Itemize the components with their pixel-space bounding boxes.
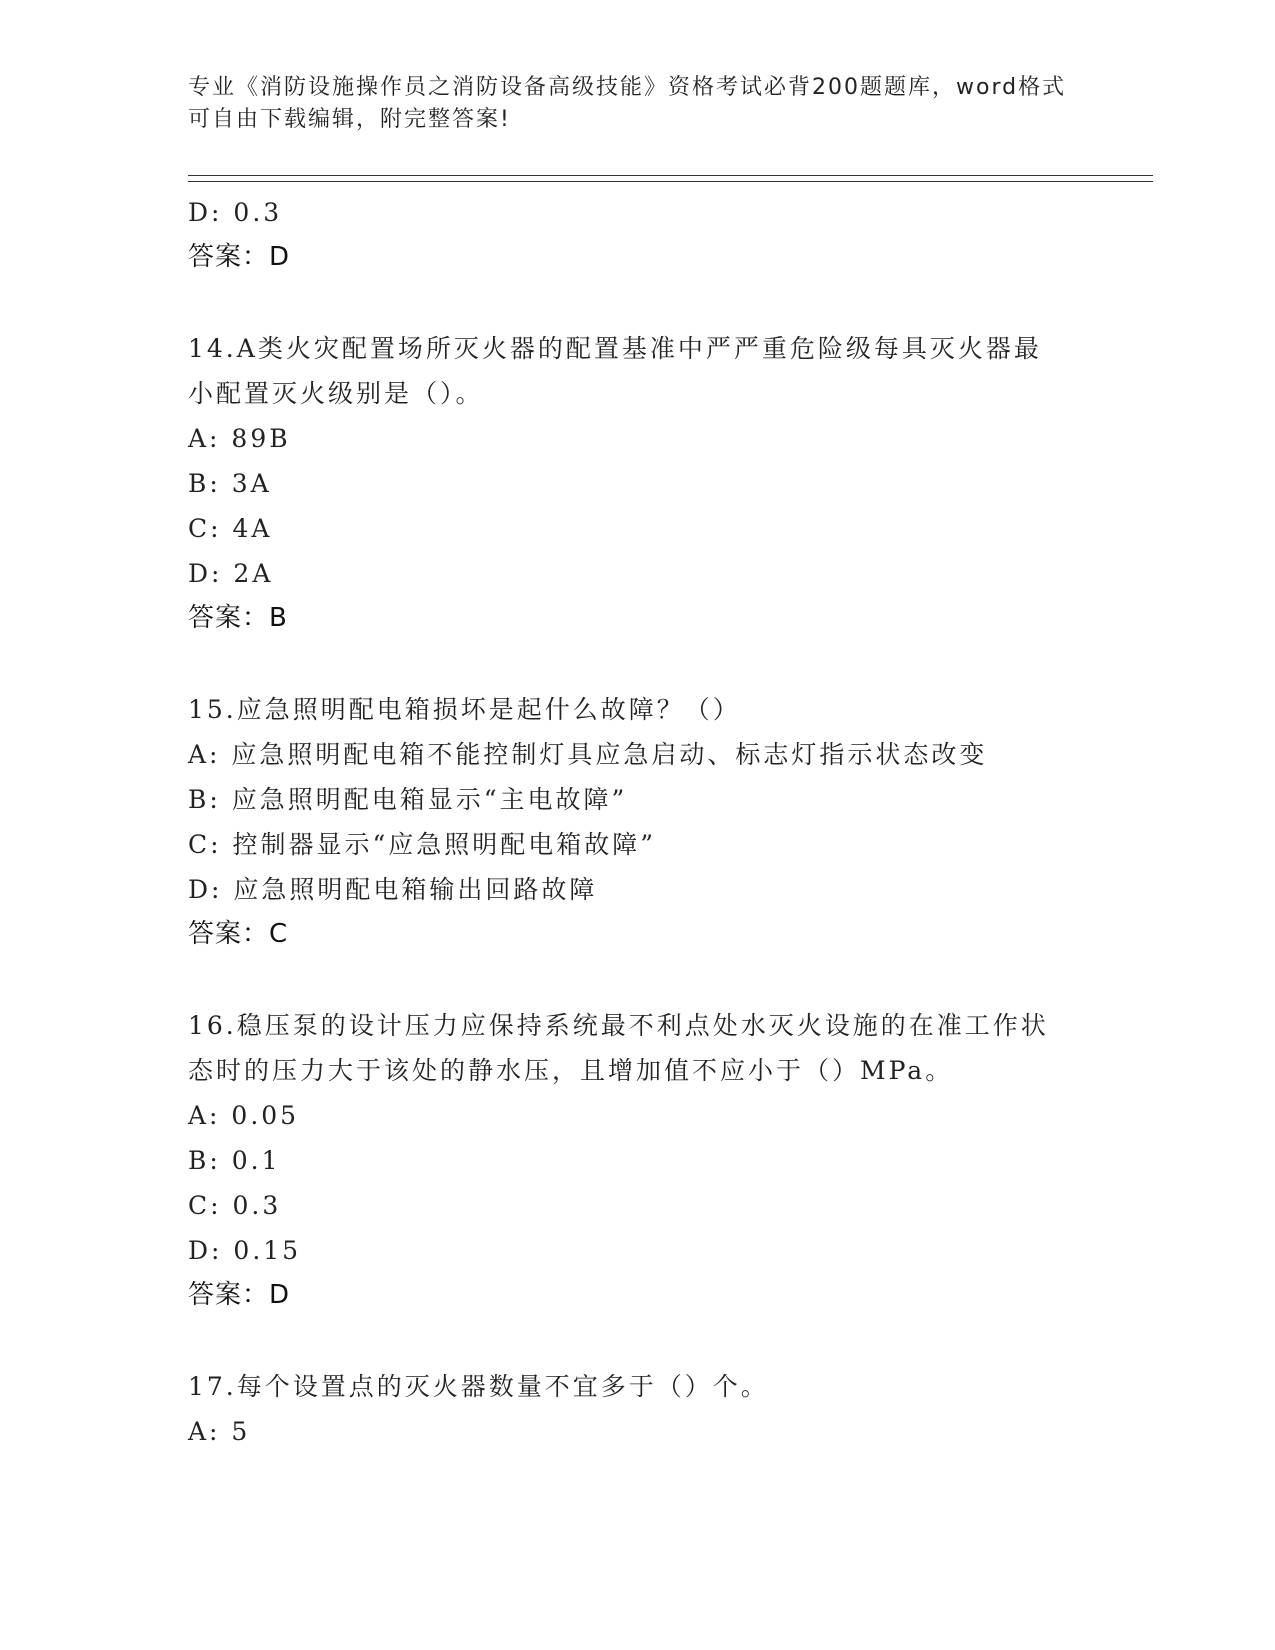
spacer <box>188 641 1108 687</box>
question-stem: 16.稳压泵的设计压力应保持系统最不利点处水灭火设施的在准工作状态时的压力大于该处的静水压，且增加值不应小于（）MPa。 <box>188 1011 1049 1085</box>
spacer <box>188 280 1108 326</box>
answer-line: 答案：D <box>188 242 291 272</box>
option-a: A: 应急照明配电箱不能控制灯具应急启动、标志灯指示状态改变 <box>188 740 988 769</box>
option-a: A: 5 <box>188 1417 251 1446</box>
question-15 <box>188 687 1108 957</box>
question-stem: 14.A类火灾配置场所灭火器的配置基准中严严重危险级每具灭火器最小配置灭火级别是（）。 <box>188 334 1042 408</box>
option-b: B: 3A <box>188 469 272 498</box>
header-rule-top <box>188 175 1153 176</box>
option-d: D: 0.3 <box>188 198 283 227</box>
option-d: D: 2A <box>188 559 274 588</box>
option-d: D: 0.15 <box>188 1236 302 1265</box>
answer-line: 答案：D <box>188 1280 291 1310</box>
answer-line: 答案：B <box>188 603 288 633</box>
option-c: C: 4A <box>188 514 273 543</box>
question-17 <box>188 1364 1108 1454</box>
spacer <box>188 1318 1108 1364</box>
question-stem: 15.应急照明配电箱损坏是起什么故障？（） <box>188 695 741 724</box>
option-c: C: 控制器显示“应急照明配电箱故障” <box>188 830 657 859</box>
spacer <box>188 957 1108 1003</box>
page-header <box>188 72 1088 136</box>
question-13-tail <box>188 190 1108 280</box>
option-d: D: 应急照明配电箱输出回路故障 <box>188 875 598 904</box>
question-14 <box>188 326 1108 641</box>
option-b: B: 应急照明配电箱显示“主电故障” <box>188 785 628 814</box>
question-16 <box>188 1003 1108 1318</box>
option-c: C: 0.3 <box>188 1191 282 1220</box>
header-rule-bottom <box>188 181 1153 182</box>
question-stem: 17.每个设置点的灭火器数量不宜多于（）个。 <box>188 1372 769 1401</box>
option-a: A: 0.05 <box>188 1101 300 1130</box>
option-a: A: 89B <box>188 424 291 453</box>
question-list <box>188 190 1108 1454</box>
header-title: 专业《消防设施操作员之消防设备高级技能》资格考试必背200题题库，word格式可自由下载编辑，附完整答案! <box>188 75 1067 132</box>
answer-line: 答案：C <box>188 919 289 949</box>
option-b: B: 0.1 <box>188 1146 281 1175</box>
